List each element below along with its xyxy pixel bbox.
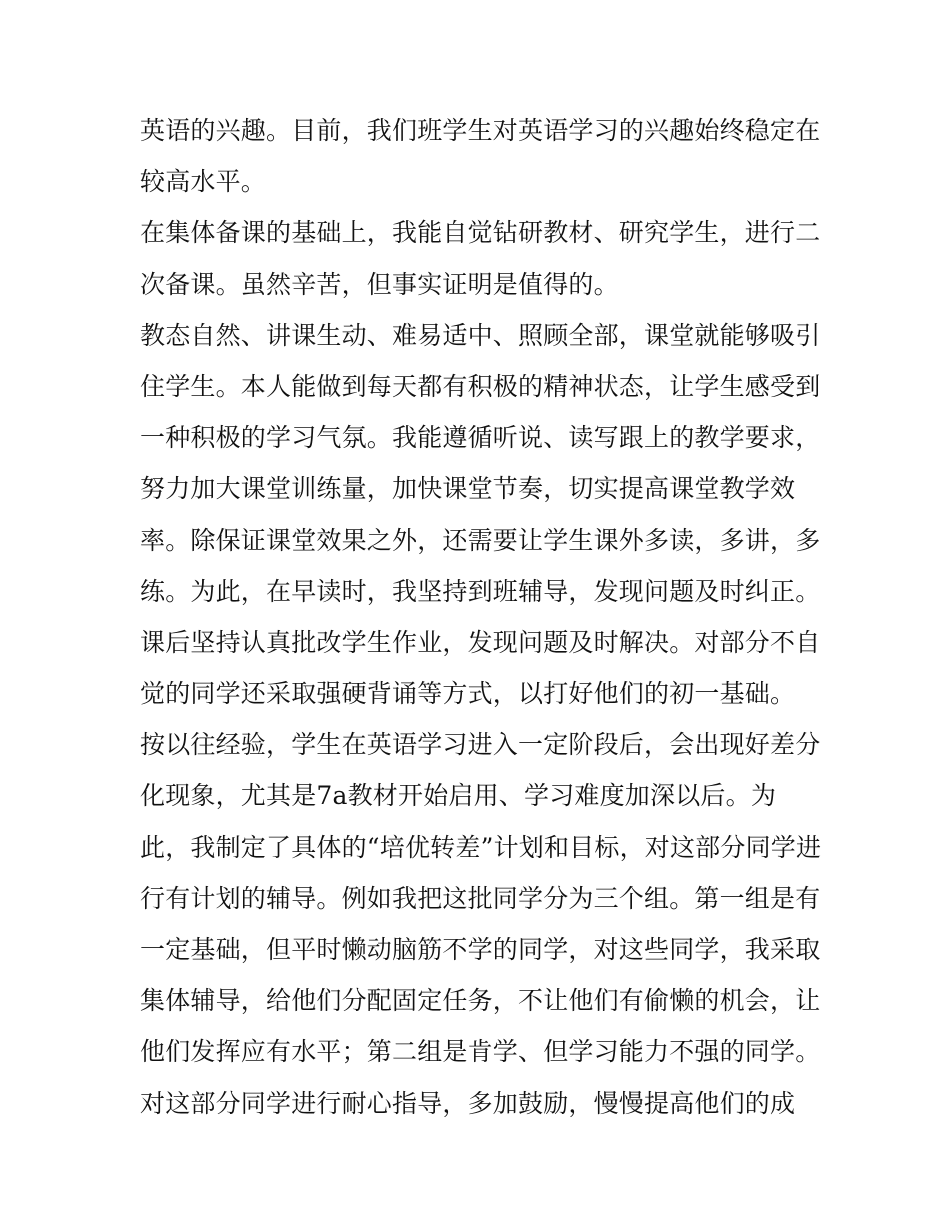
text-line: 集体辅导，给他们分配固定任务，不让他们有偷懒的机会，让 (140, 986, 821, 1016)
text-line: 化现象，尤其是7a教材开始启用、学习难度加深以后。为 (140, 781, 777, 811)
text-line: 行有计划的辅导。例如我把这批同学分为三个组。第一组是有 (140, 883, 821, 913)
text-line: 对这部分同学进行耐心指导，多加鼓励，慢慢提高他们的成 (140, 1088, 796, 1118)
text-line: 英语的兴趣。目前，我们班学生对英语学习的兴趣始终稳定在 (140, 116, 821, 145)
text-line: 按以往经验，学生在英语学习进入一定阶段后，会出现好差分 (140, 730, 821, 760)
text-line: 较高水平。 (140, 167, 267, 197)
text-line: 课后坚持认真批改学生作业，发现问题及时解决。对部分不自 (140, 627, 821, 657)
text-line: 一种积极的学习气氛。我能遵循听说、读写跟上的教学要求， (140, 423, 821, 453)
text-line: 一定基础，但平时懒动脑筋不学的同学，对这些同学，我采取 (140, 935, 821, 964)
text-line: 教态自然、讲课生动、难易适中、照顾全部，课堂就能够吸引 (140, 320, 821, 350)
text-line: 觉的同学还采取强硬背诵等方式，以打好他们的初一基础。 (140, 679, 796, 709)
text-line: 此，我制定了具体的“培优转差”计划和目标，对这部分同学进 (140, 832, 822, 862)
text-line: 他们发挥应有水平；第二组是肯学、但学习能力不强的同学。 (140, 1037, 821, 1067)
body-text (140, 105, 830, 1129)
text-line: 率。除保证课堂效果之外，还需要让学生课外多读，多讲，多 (140, 525, 821, 555)
text-line: 在集体备课的基础上，我能自觉钻研教材、研究学生，进行二 (140, 218, 821, 248)
text-line: 次备课。虽然辛苦，但事实证明是值得的。 (140, 269, 619, 299)
text-line: 努力加大课堂训练量，加快课堂节奏，切实提高课堂教学效 (140, 474, 796, 504)
text-line: 练。为此，在早读时，我坚持到班辅导，发现问题及时纠正。 (140, 576, 821, 606)
text-line: 住学生。本人能做到每天都有积极的精神状态，让学生感受到 (140, 371, 821, 401)
